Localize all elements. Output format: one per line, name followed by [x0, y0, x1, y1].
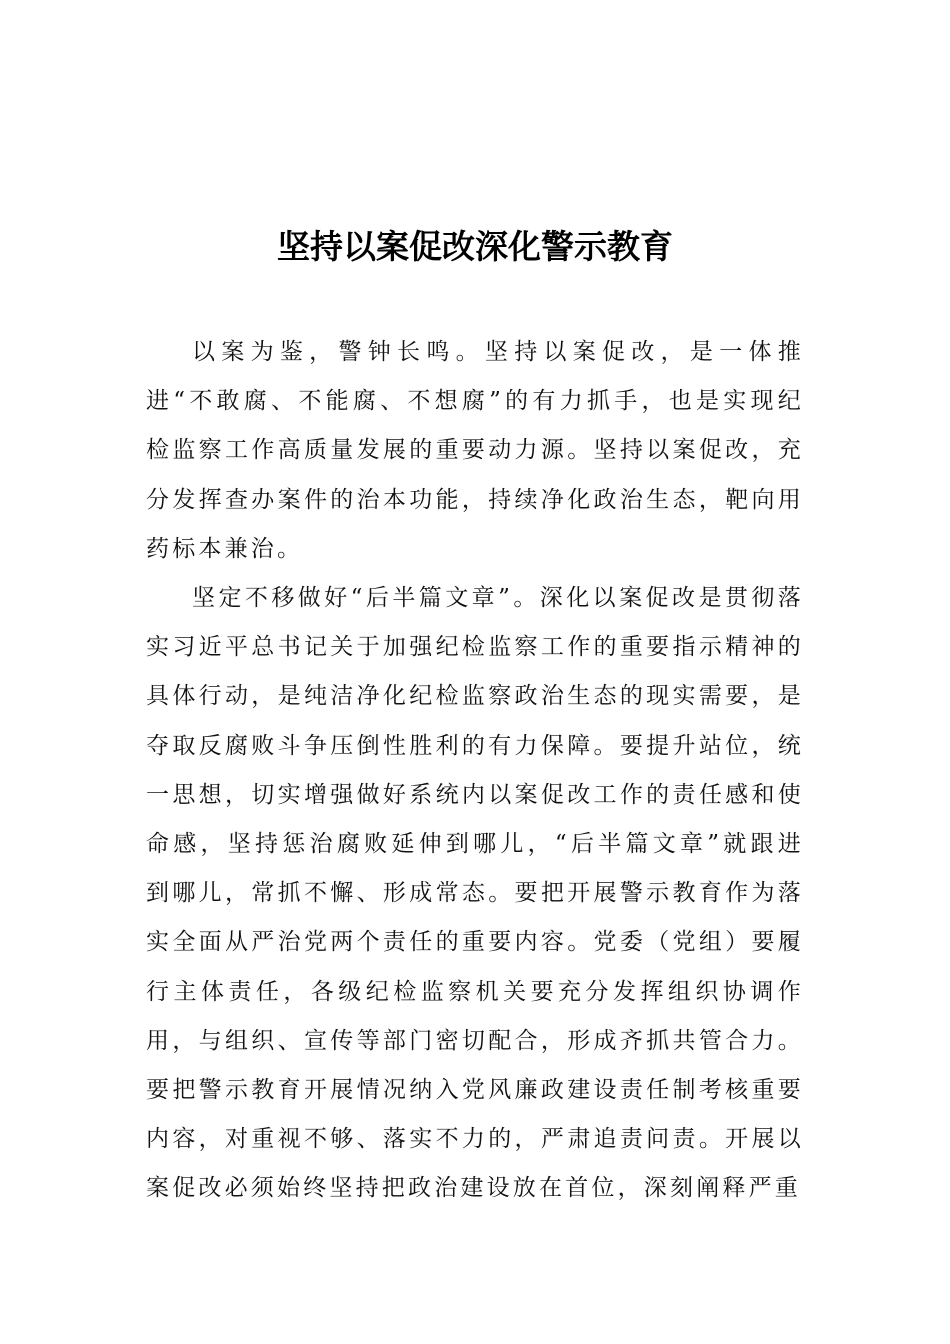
paragraph-1: 以案为鉴，警钟长鸣。坚持以案促改，是一体推进“不敢腐、不能腐、不想腐”的有力抓手，也是实现纪检监察工作高质量发展的重要动力源。坚持以案促改，充分发挥查办案件的治本功能，持续净化政治生态，靶向用药标本兼治。 — [146, 339, 804, 562]
document-title: 坚持以案促改深化警示教育 — [277, 227, 673, 266]
paragraph-2: 坚定不移做好“后半篇文章”。深化以案促改是贯彻落实习近平总书记关于加强纪检监察工作的重要指示精神的具体行动，是纯洁净化纪检监察政治生态的现实需要，是夺取反腐败斗争压倒性胜利的有力保障。要提升站位，统一思想，切实增强做好系统内以案促改工作的责任感和使命感，坚持惩治腐败延伸到哪儿，“后半篇文章”就跟进到哪儿，常抓不懈、形成常态。要把开展警示教育作为落实全面从严治党两个责任的重要内容。党委（党组）要履行主体责任，各级纪检监察机关要充分发挥组织协调作用，与组织、宣传等部门密切配合，形成齐抓共管合力。要把警示教育开展情况纳入党风廉政建设责任制考核重要内容，对重视不够、落实不力的，严肃追责问责。开展以案促改必须始终坚持把政治建设放在首位，深刻阐释严重 — [146, 585, 804, 1202]
document-body — [146, 328, 804, 1214]
